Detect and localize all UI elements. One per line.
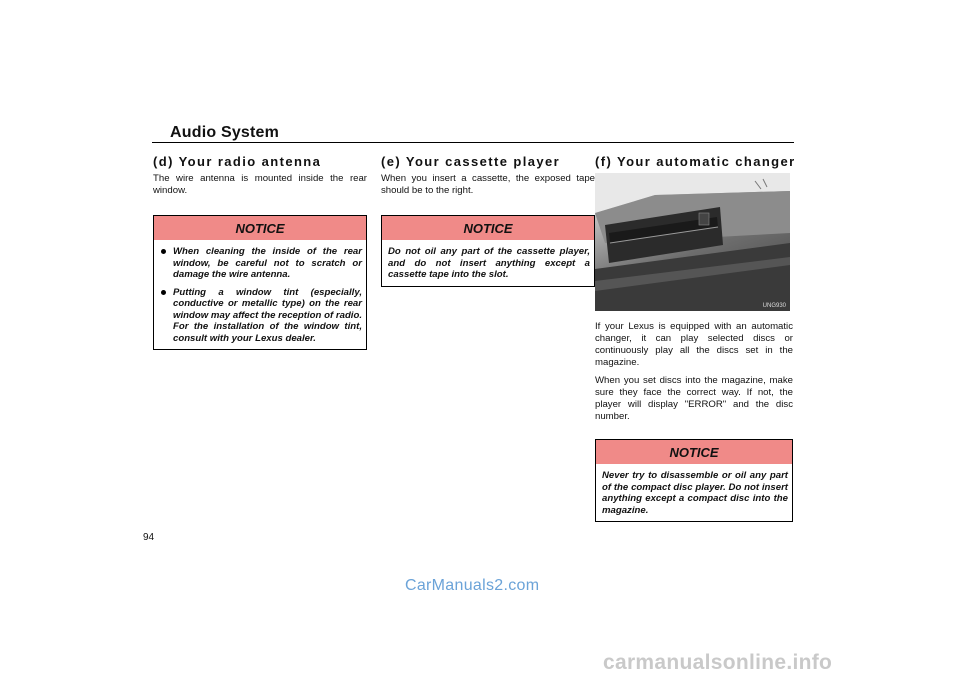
section-body: The wire antenna is mounted inside the rear window. [153,173,367,196]
notice-title: NOTICE [382,216,594,240]
notice-title: NOTICE [154,216,366,240]
section-radio-antenna [153,154,367,350]
notice-body [154,240,366,349]
cd-changer-photo [595,173,790,311]
bullet-icon [161,290,166,295]
section-automatic-changer [595,154,796,522]
section-heading: (d) Your radio antenna [153,154,322,169]
notice-box [595,439,793,522]
section-heading: (e) Your cassette player [381,154,561,169]
section-heading: (f) Your automatic changer [595,154,796,169]
notice-text: Never try to disassemble or oil any part of the compact disc player. Do not insert anything except a compact disc into the magazine. [602,470,788,516]
bullet-icon [161,249,166,254]
notice-body [382,240,594,286]
header-rule [152,142,794,143]
section-paragraph: When you set discs into the magazine, make sure they face the correct way. If not, the player will display "ERROR" and the disc number. [595,375,793,422]
section-body: When you insert a cassette, the exposed tape should be to the right. [381,173,595,196]
notice-title: NOTICE [596,440,792,464]
notice-item-text: When cleaning the inside of the rear window, be careful not to scratch or damage the wire antenna. [173,246,362,280]
notice-text: Do not oil any part of the cassette player, and do not insert anything except a cassette tape into the slot. [388,246,590,280]
page-number: 94 [143,532,155,543]
cd-changer-illustration [595,173,790,311]
notice-item [160,246,362,281]
notice-item [160,287,362,345]
watermark-footer: carmanualsonline.info [603,651,833,674]
section-cassette-player [381,154,595,287]
section-paragraph: If your Lexus is equipped with an automatic changer, it can play selected discs or continuously play all the discs set in the magazine. [595,321,793,368]
header-title: Audio System [170,124,280,141]
notice-box [381,215,595,287]
notice-list [160,246,362,344]
notice-item-text: Putting a window tint (especially, conductive or metallic type) on the rear window may affect the reception of radio. For the installation of the window tint, consult with your Lexus dealer. [173,286,362,344]
watermark-link[interactable]: CarManuals2.com [405,577,540,594]
photo-code: UNG930 [762,303,786,309]
notice-body [596,464,792,521]
notice-box [153,215,367,350]
